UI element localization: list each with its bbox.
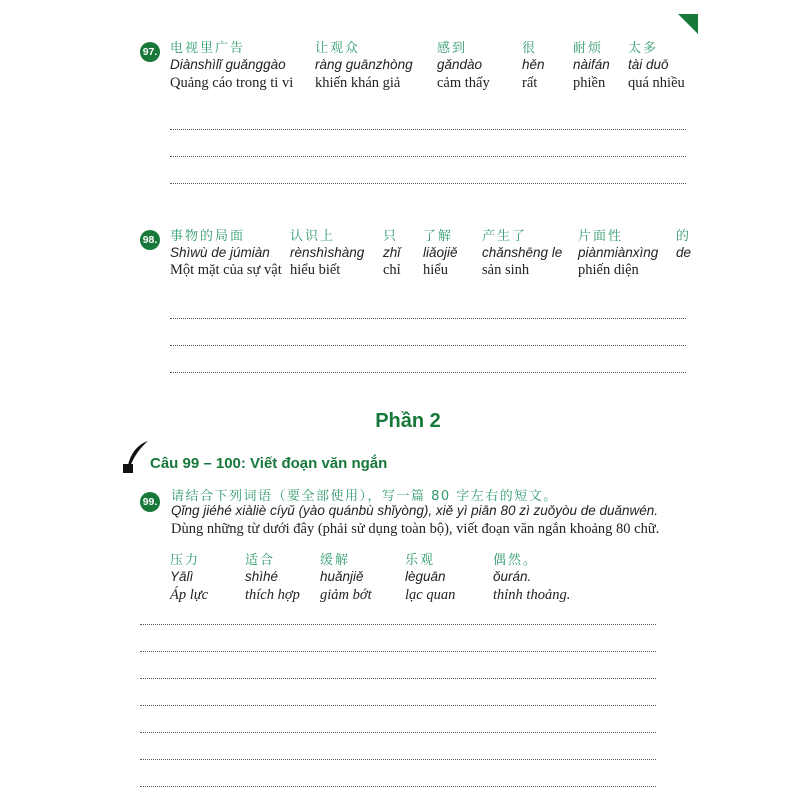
question-number: 98.	[140, 230, 160, 250]
word-pinyin: nàifán	[573, 57, 610, 72]
word-vietnamese: chỉ	[383, 262, 401, 278]
word-vietnamese: sản sinh	[482, 262, 530, 278]
word-pinyin: ǒurán.	[493, 569, 532, 584]
answer-line[interactable]	[140, 624, 656, 625]
word-pinyin: de	[676, 245, 692, 260]
answer-line[interactable]	[140, 705, 656, 706]
question-number: 99.	[140, 492, 160, 512]
word-chinese: 乐观	[405, 553, 436, 568]
word-chinese: 产生了	[482, 229, 528, 244]
word-chinese: 缓解	[320, 553, 351, 568]
word-pinyin: chǎnshēng le	[482, 245, 563, 260]
word-vietnamese: Một mặt của sự vật	[170, 262, 282, 278]
word-pinyin: huǎnjiě	[320, 569, 364, 584]
word-chinese: 偶然。	[493, 553, 539, 568]
word-vietnamese: hiểu	[423, 262, 448, 278]
instruction-chinese: 请结合下列词语（要全部使用），写一篇 80 字左右的短文。	[171, 489, 558, 504]
part-title: Phần 2	[375, 410, 441, 432]
word-pinyin: liǎojiě	[423, 245, 458, 260]
word-pinyin: lèguān	[405, 569, 446, 584]
word-vietnamese: thích hợp	[245, 587, 300, 603]
word-pinyin: shìhé	[245, 569, 279, 584]
section-title: Câu 99 – 100: Viết đoạn văn ngắn	[150, 455, 388, 472]
word-pinyin: ràng guānzhòng	[315, 57, 413, 72]
answer-line[interactable]	[140, 786, 656, 787]
word-chinese: 很	[522, 41, 538, 56]
answer-line[interactable]	[140, 678, 656, 679]
word-vietnamese: phiền	[573, 75, 606, 91]
word-pinyin: zhǐ	[383, 245, 401, 260]
instruction-pinyin: Qǐng jiéhé xiàliè cíyǔ (yào quánbù shǐyòng), xiě yì piān 80 zì zuǒyòu de duǎnwén.	[171, 503, 659, 518]
word-pinyin: gǎndào	[437, 57, 483, 72]
word-vietnamese: rất	[522, 75, 538, 91]
word-pinyin: tài duō	[628, 57, 669, 72]
word-vietnamese: hiểu biết	[290, 262, 341, 278]
corner-triangle-icon	[678, 14, 698, 34]
word-pinyin: rènshìshàng	[290, 245, 365, 260]
answer-line[interactable]	[170, 345, 686, 346]
word-pinyin: Shìwù de júmiàn	[170, 245, 270, 260]
word-vietnamese: lạc quan	[405, 587, 456, 603]
word-vietnamese: cảm thấy	[437, 75, 490, 91]
answer-line[interactable]	[170, 372, 686, 373]
answer-line[interactable]	[140, 732, 656, 733]
word-vietnamese: quá nhiều	[628, 75, 685, 91]
word-chinese: 电视里广告	[170, 41, 246, 56]
answer-line[interactable]	[140, 759, 656, 760]
word-chinese: 压力	[170, 553, 201, 568]
instruction-vietnamese: Dùng những từ dưới đây (phải sử dụng toàn bộ), viết đoạn văn ngắn khoảng 80 chữ.	[171, 521, 660, 537]
word-chinese: 的	[676, 229, 692, 244]
quill-pen-icon	[120, 440, 150, 474]
answer-line[interactable]	[170, 156, 686, 157]
word-chinese: 了解	[423, 229, 454, 244]
answer-line[interactable]	[170, 129, 686, 130]
word-chinese: 适合	[245, 553, 276, 568]
word-pinyin: Diànshìlǐ guǎnggào	[170, 57, 286, 72]
word-chinese: 太多	[628, 41, 659, 56]
word-pinyin: piànmiànxìng	[578, 245, 659, 260]
word-vietnamese: Áp lực	[170, 587, 209, 603]
word-chinese: 认识上	[290, 229, 336, 244]
word-chinese: 事物的局面	[170, 229, 246, 244]
question-number: 97.	[140, 42, 160, 62]
word-vietnamese: khiến khán giả	[315, 75, 401, 91]
answer-line[interactable]	[140, 651, 656, 652]
word-chinese: 让观众	[315, 41, 361, 56]
word-vietnamese: giảm bớt	[320, 587, 372, 603]
word-chinese: 耐烦	[573, 41, 604, 56]
word-pinyin: hěn	[522, 57, 545, 72]
word-chinese: 感到	[437, 41, 468, 56]
word-vietnamese: phiến diện	[578, 262, 639, 278]
answer-line[interactable]	[170, 183, 686, 184]
word-pinyin: Yālì	[170, 569, 194, 584]
answer-line[interactable]	[170, 318, 686, 319]
word-vietnamese: thỉnh thoảng.	[493, 587, 571, 603]
word-chinese: 片面性	[578, 229, 624, 244]
word-vietnamese: Quảng cáo trong ti vi	[170, 75, 294, 91]
word-chinese: 只	[383, 229, 399, 244]
